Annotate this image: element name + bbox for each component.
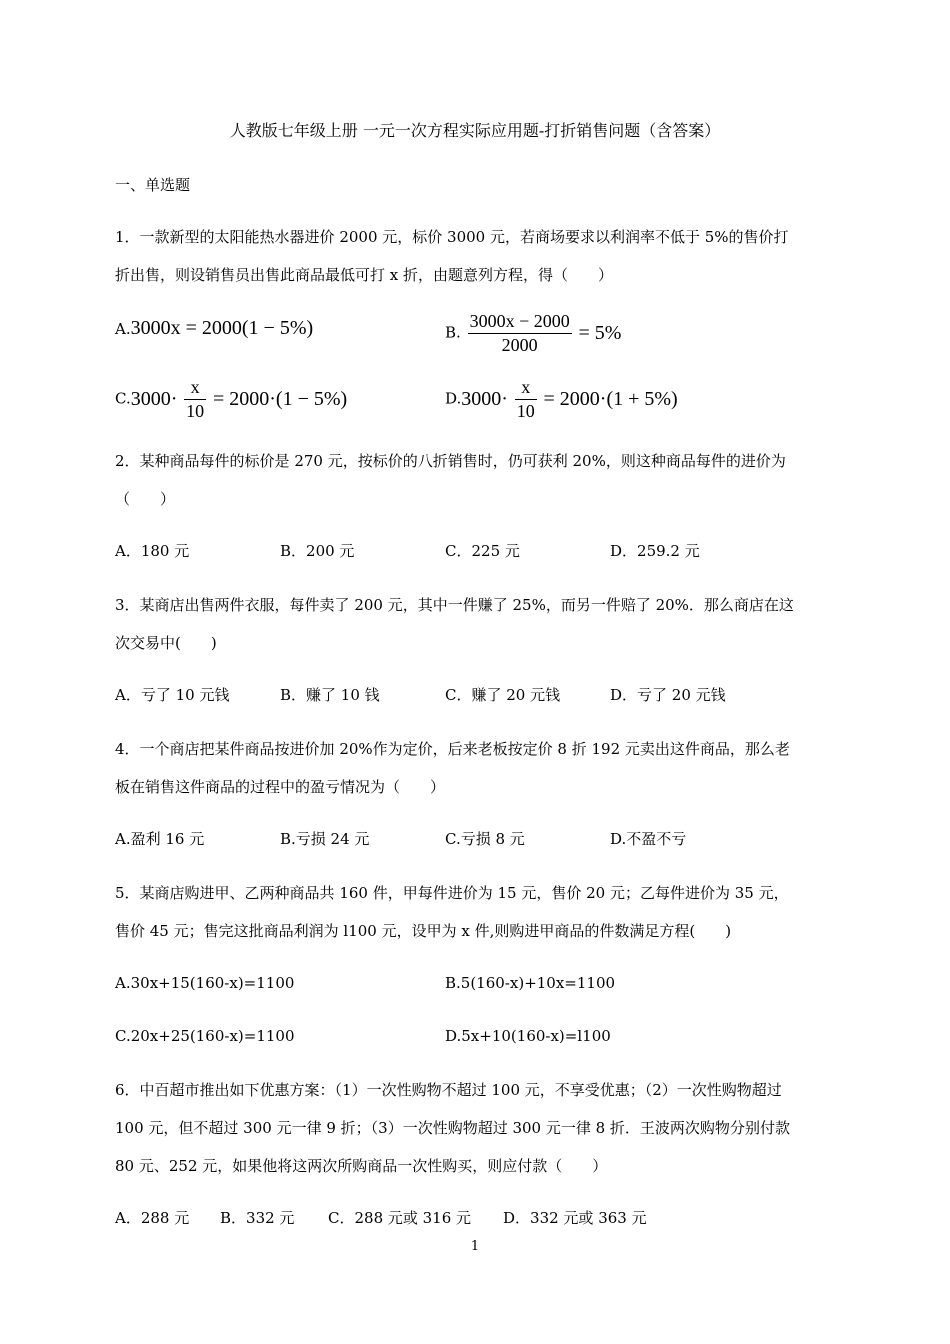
q2-text-line1: 2．某种商品每件的标价是 270 元，按标价的八折销售时，仍可获利 20%，则这种商品每件的进价为	[115, 452, 786, 470]
fraction-denominator: 10	[186, 400, 205, 421]
q3-option-d[interactable]: D．亏了 20 元钱	[610, 686, 726, 704]
q4-option-a[interactable]: A.盈利 16 元	[115, 830, 205, 848]
q5-text-line1: 5．某商店购进甲、乙两种商品共 160 件，甲每件进价为 15 元，售价 20 元；乙每件进价为 35 元，	[115, 884, 789, 902]
option-label: A.	[115, 320, 131, 338]
q4-option-b[interactable]: B.亏损 24 元	[280, 830, 370, 848]
fraction	[184, 376, 206, 422]
equation-rhs: = 2000·	[543, 388, 607, 410]
q1-option-a[interactable]	[115, 318, 313, 338]
equation-lhs: 3000·	[130, 388, 178, 410]
fraction-denominator: 2000	[501, 334, 538, 355]
equation-lhs: 3000·	[461, 388, 508, 410]
q6-option-a[interactable]: A．288 元	[115, 1209, 190, 1227]
q1-text-line2: 折出售，则设销售员出售此商品最低可打 x 折，由题意列方程，得（ ）	[115, 266, 613, 284]
page-number: 1	[470, 1239, 480, 1254]
q4-text-line1: 4．一个商店把某件商品按进价加 20%作为定价，后来老板按定价 8 折 192 元卖出这件商品，那么老	[115, 740, 790, 758]
fraction-numerator: 3000x − 2000	[468, 310, 572, 334]
q3-option-c[interactable]: C．赚了 20 元钱	[445, 686, 561, 704]
q5-option-a[interactable]: A.30x+15(160-x)=1100	[115, 974, 295, 992]
q6-option-c[interactable]: C．288 元或 316 元	[328, 1209, 472, 1227]
q5-option-d[interactable]: D.5x+10(160-x)=l100	[445, 1027, 611, 1045]
q3-text-line1: 3．某商店出售两件衣服，每件卖了 200 元，其中一件赚了 25%，而另一件赔了 20%．那么商店在这	[115, 596, 794, 614]
q5-option-c[interactable]: C.20x+25(160-x)=1100	[115, 1027, 295, 1045]
fraction-numerator: x	[515, 376, 537, 400]
q2-text-line2: （ ）	[115, 490, 176, 508]
document-title: 人教版七年级上册 一元一次方程实际应用题-打折销售问题（含答案）	[229, 121, 721, 140]
q1-option-d[interactable]	[445, 376, 678, 422]
q6-text-line3: 80 元、252 元，如果他将这两次所购商品一次性购买，则应付款（ ）	[115, 1157, 608, 1175]
option-label: B.	[445, 323, 461, 342]
fraction	[515, 376, 537, 422]
q2-option-d[interactable]: D．259.2 元	[610, 542, 700, 560]
q6-option-b[interactable]: B．332 元	[220, 1209, 295, 1227]
q4-option-c[interactable]: C.亏损 8 元	[445, 830, 525, 848]
q5-text-line2: 售价 45 元；售完这批商品利润为 l100 元，设甲为 x 件,则购进甲商品的件数满足方程( )	[115, 922, 732, 940]
q2-option-a[interactable]: A．180 元	[115, 542, 190, 560]
q5-option-b[interactable]: B.5(160-x)+10x=1100	[445, 974, 616, 992]
fraction-denominator: 10	[516, 400, 535, 421]
q1-option-b[interactable]	[445, 310, 621, 356]
fraction	[468, 310, 572, 356]
option-label: C.	[115, 389, 131, 408]
q6-option-d[interactable]: D．332 元或 363 元	[503, 1209, 647, 1227]
q3-option-a[interactable]: A．亏了 10 元钱	[115, 686, 230, 704]
q4-option-d[interactable]: D.不盈不亏	[610, 830, 687, 848]
q4-text-line2: 板在销售这件商品的过程中的盈亏情况为（ ）	[115, 778, 446, 796]
equation-rhs: = 5%	[578, 322, 622, 344]
q6-text-line1: 6．中百超市推出如下优惠方案：（1）一次性购物不超过 100 元，不享受优惠；（2）一次性购物超过	[115, 1081, 782, 1099]
equation-paren: (1 − 5%)	[275, 388, 348, 410]
q3-option-b[interactable]: B．赚了 10 钱	[280, 686, 380, 704]
equation-lhs: 3000x = 2000	[130, 317, 242, 339]
section-heading: 一、单选题	[115, 176, 191, 194]
q1-text-line1: 1．一款新型的太阳能热水器进价 2000 元，标价 3000 元，若商场要求以利润率不低于 5%的售价打	[115, 228, 789, 246]
equation-paren: (1 − 5%)	[241, 317, 314, 339]
option-label: D.	[445, 389, 462, 408]
equation-rhs: = 2000·	[212, 388, 276, 410]
q2-option-b[interactable]: B．200 元	[280, 542, 355, 560]
q2-option-c[interactable]: C．225 元	[445, 542, 520, 560]
q1-option-c[interactable]	[115, 376, 347, 422]
fraction-numerator: x	[184, 376, 206, 400]
q6-text-line2: 100 元，但不超过 300 元一律 9 折；（3）一次性购物超过 300 元一律 8 折．王波两次购物分别付款	[115, 1119, 790, 1137]
equation-paren: (1 + 5%)	[606, 388, 678, 410]
q3-text-line2: 次交易中( )	[115, 634, 217, 652]
